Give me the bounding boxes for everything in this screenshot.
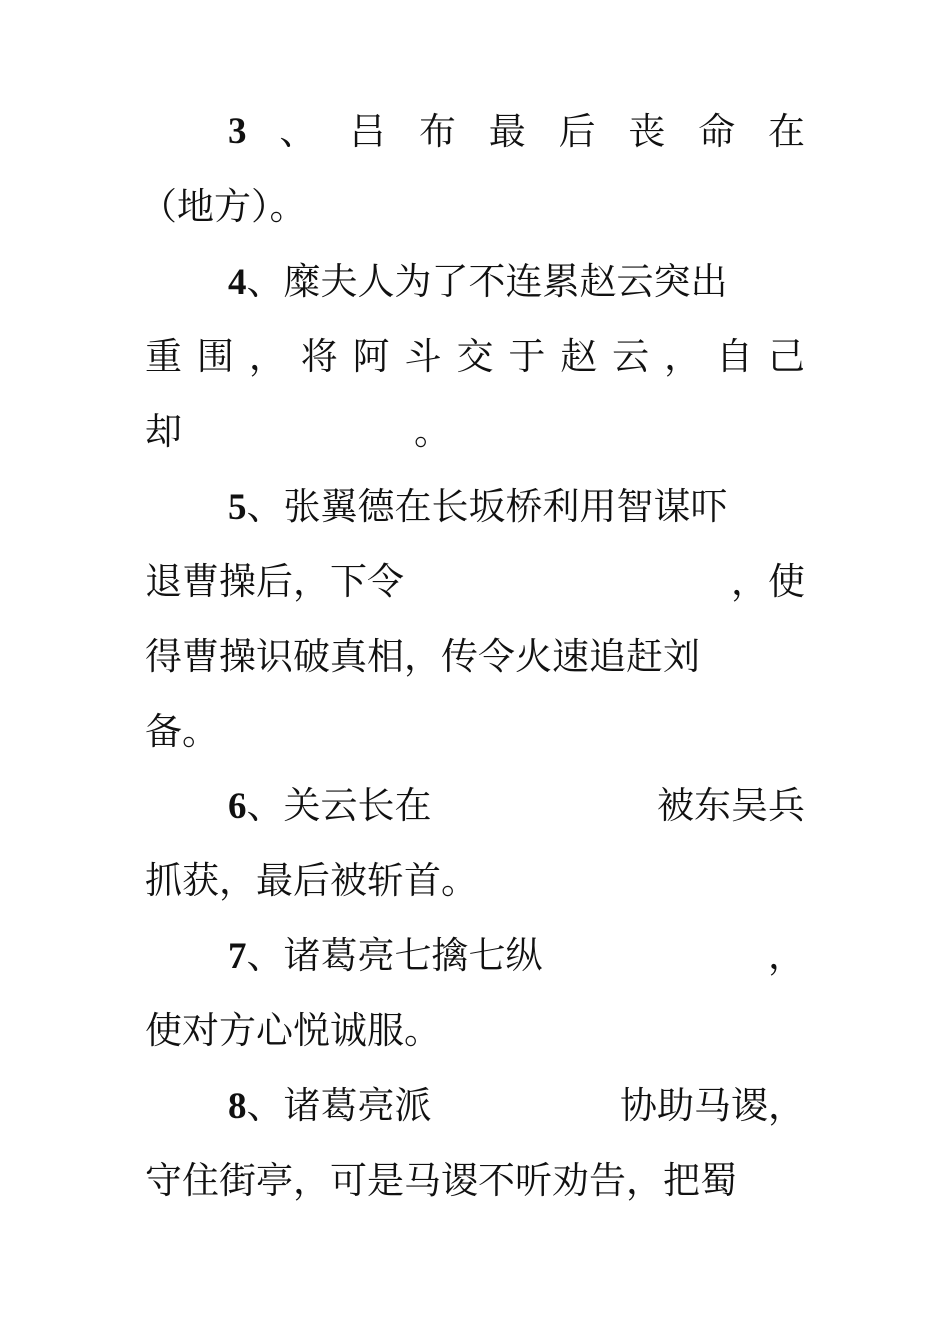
text-char: 将 bbox=[300, 335, 338, 378]
question-4-line-2 bbox=[145, 333, 805, 381]
text-char: 命 bbox=[698, 110, 736, 153]
question-5-line-1 bbox=[228, 483, 805, 531]
text-char: 于 bbox=[508, 335, 546, 378]
question-number: 5 bbox=[228, 487, 247, 528]
text-char: 交 bbox=[456, 335, 494, 378]
question-4-line-3 bbox=[145, 408, 805, 456]
question-7-line-1 bbox=[228, 932, 805, 980]
question-number: 7 bbox=[228, 936, 247, 977]
text-char: ， bbox=[664, 335, 702, 378]
text-char: 己 bbox=[767, 335, 805, 378]
question-5-line-4: 备。 bbox=[145, 710, 219, 753]
question-5-line-3: 得曹操识破真相，传令火速追赶刘 bbox=[145, 635, 700, 678]
text-run: 、关云长在 bbox=[246, 784, 432, 827]
text-run: 。 bbox=[414, 410, 451, 453]
question-8-line-2: 守住街亭，可是马谡不听劝告，把蜀 bbox=[145, 1159, 737, 1202]
question-8-line-1 bbox=[228, 1082, 805, 1130]
question-5-line-2 bbox=[145, 558, 805, 606]
text-run: 、糜夫人为了不连累赵云突出 bbox=[246, 260, 728, 303]
question-number: 4 bbox=[228, 262, 247, 303]
question-6-line-1 bbox=[228, 782, 805, 830]
question-4-line-1 bbox=[228, 258, 805, 306]
text-char: 斗 bbox=[404, 335, 442, 378]
text-run: 协助马谡， bbox=[620, 1084, 805, 1127]
text-run: 退曹操后，下令 bbox=[145, 560, 404, 603]
text-run: 被东吴兵 bbox=[657, 784, 805, 827]
text-char: 最 bbox=[488, 110, 526, 153]
text-char: 布 bbox=[418, 110, 456, 153]
text-char: 赵 bbox=[560, 335, 598, 378]
text-char: 阿 bbox=[352, 335, 390, 378]
text-char: 重 bbox=[145, 335, 182, 378]
text-run: 却 bbox=[145, 410, 182, 453]
text-char: 、 bbox=[279, 110, 317, 153]
question-3-line-1 bbox=[228, 108, 805, 156]
text-run: 、诸葛亮七擒七纵 bbox=[246, 934, 543, 977]
text-char: 丧 bbox=[628, 110, 666, 153]
question-number: 6 bbox=[228, 786, 247, 827]
text-char: 自 bbox=[715, 335, 753, 378]
question-number: 3 bbox=[228, 111, 247, 152]
text-run: 、张翼德在长坂桥利用智谋吓 bbox=[246, 485, 728, 528]
text-run: 、诸葛亮派 bbox=[246, 1084, 432, 1127]
text-run: ， bbox=[768, 934, 805, 977]
question-number: 8 bbox=[228, 1086, 247, 1127]
text-char: ， bbox=[248, 335, 286, 378]
text-char: 围 bbox=[196, 335, 234, 378]
question-6-line-2: 抓获，最后被斩首。 bbox=[145, 859, 478, 902]
text-char: 云 bbox=[612, 335, 650, 378]
text-run: ，使 bbox=[731, 560, 805, 603]
question-3-line-2: （地方）。 bbox=[140, 185, 307, 228]
text-char: 在 bbox=[768, 110, 805, 153]
question-7-line-2: 使对方心悦诚服。 bbox=[145, 1009, 441, 1052]
text-char: 吕 bbox=[349, 110, 387, 153]
text-char: 后 bbox=[558, 110, 596, 153]
